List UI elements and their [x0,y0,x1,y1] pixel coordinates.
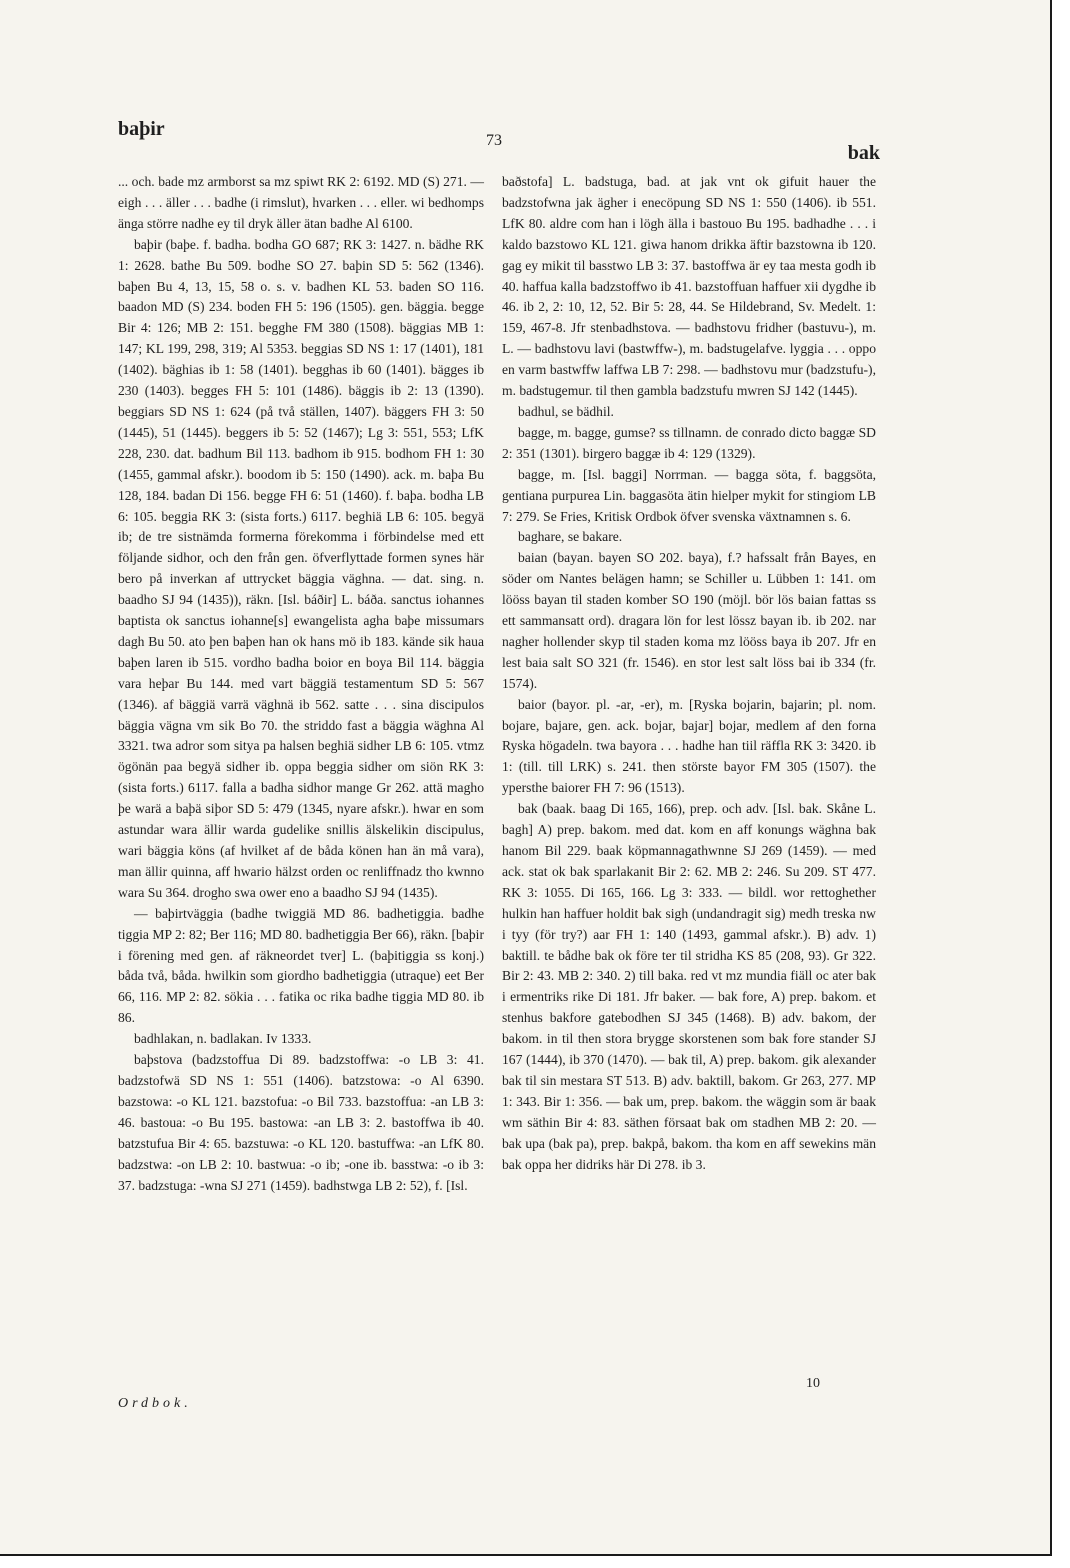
entry-paragraph: bagge, m. [Isl. baggi] Norrman. — bagga söta, f. baggsöta, gentiana purpurea Lin. baggasöta ätin hielper mykit for stingiom LB 7: 279. Se Fries, Kritisk Ordbok öfver svenska växtnamnen s. 6. [502,466,876,524]
page-number: 73 [486,132,502,149]
entry-paragraph: baghare, se bakare. [518,529,623,545]
entry-paragraph: badhul, se bädhil. [518,403,614,419]
entry-paragraph: baior (bayor. pl. -ar, -er), m. [Ryska bojarin, bajarin; pl. nom. bojare, bajare, gen. ack. bojar, bajar] bojar, medlem af den forna Ryska högadeln. twa bayora . . . hadhe han tiil räffla RK 3: 3420. ib 1: (till. till LRK) s. 241. then störste bayor FM 305 (1507). the ypersthe baiorer FH 7: 96 (1513). [502,696,876,796]
right-column [502,172,876,1176]
entry-paragraph: bagge, m. bagge, gumse? ss tillnamn. de conrado dicto baggæ SD 2: 351 (1301). birgero baggæ ib 4: 129 (1329). [502,424,876,461]
entry-paragraph: baþstova (badzstoffua Di 89. badzstoffwa: -o LB 3: 41. badzstofwä SD NS 1: 551 (1406). batzstowa: -o Al 6390. bazstowa: -o KL 121. bazstofua: -o Bil 733. bazstoffua: -an LB 3: 46. bastoua: -o Bu 195. bastowa: -an LB 3: 2. bastoffwa ib 40. batzstufua Bir 4: 65. bazstuwa: -o KL 120. bastuffwa: -an LfK 80. badzstwa: -on LB 2: 10. bastwua: -o ib; -one ib. basstwa: -o ib 3: 37. badzstuga: -wna SJ 271 (1459). badhstwga LB 2: 52), f. [Isl. [118,1052,484,1193]
entry-paragraph: baþir (baþe. f. badha. bodha GO 687; RK 3: 1427. n. bädhe RK 1: 2628. bathe Bu 509. bodhe SO 27. baþin SD 5: 562 (1346). baþen Bu 4, 13, 15, 58 o. s. v. badhen KL 53. baden SO 116. baadon MD (S) 234. boden FH 5: 196 (1505). gen. bäggia. begge Bir 4: 126; MB 2: 151. begghe FM 380 (1508). bäggias MB 1: 147; KL 199, 298, 319; Al 5353. beggias SD NS 1: 17 (1401), 181 (1402). bäghias ib 1: 58 (1401). begghas ib 60 (1401). bägges ib 230 (1403). begges FH 5: 101 (1486). bäggis ib 2: 13 (1390). beggiars SD NS 1: 624 (på två ställen, 1407). bäggers FH 3: 50 (1445), 51 (1445). beggers ib 5: 52 (1467); Lg 3: 551, 553; LfK 228, 230. dat. badhum Bil 113. badhom ib 915. bodhom FH 1: 30 (1455, gammal afskr.). boodom ib 5: 150 (1490). ack. m. baþa Bu 128, 184. badan Di 156. begge FH 6: 51 (1460). f. baþa. bodha LB 6: 105. beggia RK 3: (sista forts.) 6117. beghiä LB 6: 105. begyä ib; de tre sistnämda formerna förekomma i förbindelse med ett följande sidhor, och den från gen. öfverflyttade formen synes här bero på inverkan af uttrycket bäggia väghna. — dat. sing. n. baadho SJ 94 (1435)), räkn. [Isl. báðir] L. báða. sanctus iohannes baptista ok sanctus iohanne[s] ewangelista agha baþe missumars dagh Bu 50. ato þen baþen han ok hans mö ib 183. kände sik haua baþen laren ib 515. vordho badha boior en boya Bil 114. bäggia vara heþar Bu 144. med vart bäggiä testamentum SD 5: 567 (1346). af bäggiä varrä väghnä ib 562. satte . . . sina discipulos bäggia vägna vm sik Bo 70. the striddo fast a bäggia wäghna Al 3321. twa adror som sitya pa halsen beghiä sidher LB 6: 105. vtmz ögönän paa begyä sidher ib. oppa beggia sidher om siön RK 3: (sista forts.) 6117. falla a badha sidhor mange Gr 262. attä magho þe warä a baþä siþor SD 5: 479 (1345, nyare afskr.). hwar en som astundar wara ällir warda gudelike snillis älskelikin discipulus, wari bäggia köns (af hvilket af de båda könen han än må vara), man ällir quinna, aff hwario hälzst orden oc renliffnadz tho kwnno wara Su 364. drogho swa ower eno a baadho SJ 94 (1435). [118,236,484,900]
entry-paragraph: — baþirtväggia (badhe twiggiä MD 86. badhetiggia. badhe tiggia MP 2: 82; Ber 116; MD 80. badhetiggia Ber 66), räkn. [baþir i förening med gen. af räkneordet tver] L. (baþitiggia ss konj.) båda två, båda. hwilkin som giordho badhetiggia (utraque) eet Ber 66, 116. MP 2: 82. sökia . . . fatika oc rika badhe tiggia MD 80. ib 86. [118,905,484,1026]
running-head-right: bak [847,142,880,164]
left-column [118,172,484,1196]
entry-paragraph: baian (bayan. bayen SO 202. baya), f.? hafssalt från Bayes, en söder om Nantes belägen hamn; se Schiller u. Lübben 1: 141. om lööss bayan til staden komber SO 190 (möjl. bör lös baian fattas ss ett sammansatt ord). dragara lön for lest lössz bayan ib. ib 202. nar nagher hollender skyp til staden koma mz lööss baya ib 207. Jfr en lest baia salt SO 321 (fr. 1546). en stor lest salt löss bai ib 334 (fr. 1574). [502,550,876,691]
entry-paragraph: baðstofa] L. badstuga, bad. at jak vnt ok gifuit hauer the badzstofwna jak ägher i enecöpung SD NS 1: 550 (1406). ib 551. LfK 80. aldre com han i lögh älla i bastouo Bu 195. badhadhe . . . i kaldo bazstowo KL 121. giwa hanom drikka äftir bazstowna ib 120. gag ey mikit til basstwo LB 3: 37. bastoffwa är ey taa mesta godh ib 40. haffua kalla badzstoffwo ib 41. bazstoffuan haffuer xii dygdhe ib 46. ib 2, 2: 10, 12, 52. Bir 5: 28, 44. Se Hildebrand, Sv. Medelt. 1: 159, 467-8. Jfr stenbadhstova. — badhstovu fridher (bastuvu-), m. L. — badhstovu lavi (bastwffw-), m. badstugelafve. lyggia . . . oppo en varm bastwffw laffwa LB 7: 298. — badhstovu mur (badzstufu-), m. badstugemur. til then gambla badzstufu mwren SJ 142 (1445). [502,174,876,399]
sheet-number: 10 [806,1376,820,1391]
entry-paragraph: bak (baak. baag Di 165, 166), prep. och adv. [Isl. bak. Skåne L. bagh] A) prep. bakom. med dat. kom en aff konungs wäghna bak hanom Bil 229. baak köpmannagathwnne SJ 269 (1459). — med ack. stat ok bak sparlakanit Bir 2: 62. MB 2: 246. Su 209. ST 477. RK 3: 1055. Di 165, 166. Lg 3: 333. — bildl. wor rettoghether hulkin han haffuer holdit bak sigh (undandragit sig) medh treska nw i tyy (för try?) aar FH 1: 140 (1493, gammal afskr.). B) adv. 1) baktill. te bådhe bak ok före ter til stridha KS 85 (208, 93). Gr 322. Bir 2: 43. MB 2: 340. 2) till baka. red vt mz mundia fiäll oc ater bak i ermentriks rike Di 181. Jfr baker. — bak fore, A) prep. bakom. et stenhus bakfore gatebodhen SJ 345 (1468). B) adv. bakom, der bakom. in til then stora brygge skorstenen som bak fore stander SJ 167 (1444), ib 370 (1470). — bak til, A) prep. bakom. gik alexander bak til sin mestara ST 513. B) adv. baktill, bakom. Gr 263, 277. MP 1: 343. Bir 1: 356. — bak um, prep. bakom. the wäggin som är baak wm säthin Bir 4: 83. säthen försaat bak om stadhen MB 2: 20. — bak upa (bak pa), prep. bakpå, bakom. tha kom en aff sewekins män bak oppa her didriks här Di 278. ib 3. [502,801,876,1172]
entry-paragraph: ... och. bade mz armborst sa mz spiwt RK 2: 6192. MD (S) 271. — eigh . . . äller . . . badhe (i rimslut), hvarken . . . eller. wi bedhomps änga större nadhe ey til dryk äller ätan badhe Al 6100. [118,174,484,231]
printer-signature: Ordbok. [118,1396,192,1411]
entry-paragraph: badhlakan, n. badlakan. Iv 1333. [134,1031,312,1047]
running-head-left: baþir [118,118,165,140]
